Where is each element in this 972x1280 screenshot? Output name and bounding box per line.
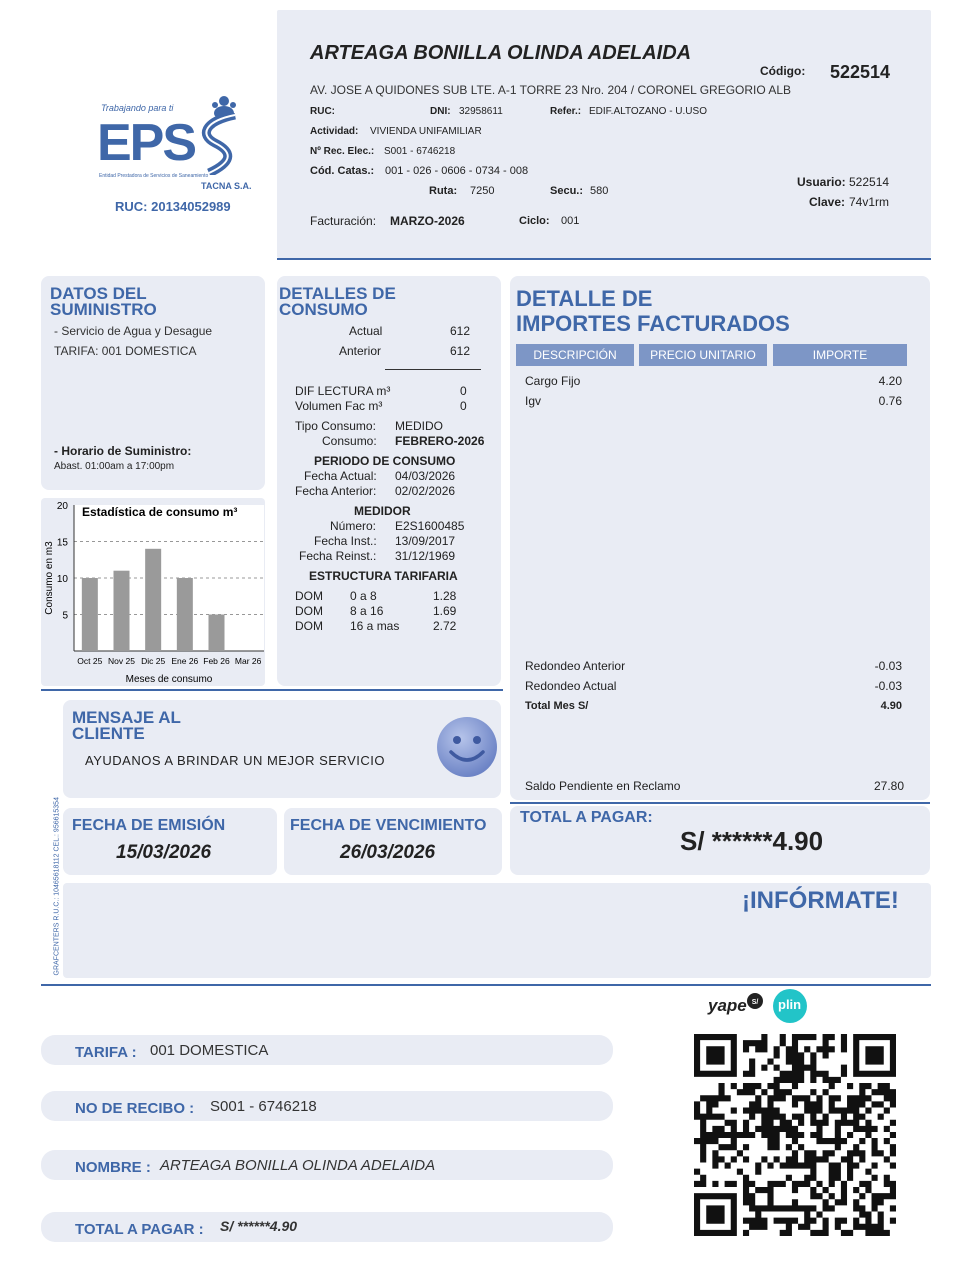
mid-divider: [41, 689, 503, 691]
dif-lectura-label: DIF LECTURA m³: [295, 384, 391, 398]
logo-letters: EPS: [97, 114, 196, 172]
tarifa-cat: DOM: [295, 619, 323, 633]
stub-nombre-label: NOMBRE :: [75, 1159, 151, 1176]
chart-title: Estadística de consumo m³: [82, 505, 238, 519]
stub-nombre-value: ARTEAGA BONILLA OLINDA ADELAIDA: [160, 1157, 436, 1174]
stub-total-label: TOTAL A PAGAR :: [75, 1221, 204, 1238]
stub-total-row: [41, 1212, 613, 1242]
code-value: 522514: [830, 62, 891, 82]
printer-side-text: GRAFCENTERS R.U.C.: 10465618112 CEL.: 956615354: [53, 797, 61, 976]
volumen-label: Volumen Fac m³: [295, 399, 383, 413]
col-importe: IMPORTE: [773, 344, 907, 366]
informate-title: ¡INFÓRMATE!: [742, 887, 899, 914]
tarifa-range: 0 a 8: [350, 589, 377, 603]
total-value: S/ ******4.90: [680, 826, 824, 856]
importe-row-amount: 4.20: [878, 374, 902, 388]
consumo-title-2: CONSUMO: [279, 300, 368, 319]
rec-elec-value: S001 - 6746218: [384, 146, 456, 157]
total-mes-label: Total Mes S/: [525, 700, 589, 712]
importe-row-amount: 0.76: [878, 394, 902, 408]
refer-label: Refer.:: [550, 106, 582, 117]
emision-label: FECHA DE EMISIÓN: [72, 817, 226, 834]
redondeo-actual-value: -0.03: [874, 679, 902, 693]
tarifa-cat: DOM: [295, 604, 323, 618]
reading-divider: [385, 369, 481, 370]
tarifa-price: 1.69: [433, 604, 457, 618]
redondeo-anterior-label: Redondeo Anterior: [525, 659, 626, 673]
suministro-tarifa: TARIFA: 001 DOMESTICA: [54, 344, 197, 358]
customer-name: ARTEAGA BONILLA OLINDA ADELAIDA: [310, 42, 692, 64]
consumo-title-1: DETALLES DE: [279, 284, 396, 303]
stub-tarifa-label: TARIFA :: [75, 1044, 137, 1061]
chart-bar: [209, 615, 225, 652]
chart-x-tick: Feb 26: [203, 656, 230, 666]
smiley-icon: [436, 716, 498, 778]
total-label: TOTAL A PAGAR:: [520, 809, 653, 826]
plin-logo: plin: [778, 997, 802, 1012]
chart-y-tick: 15: [56, 537, 68, 549]
chart-x-tick: Ene 26: [171, 656, 199, 666]
catas-value: 001 - 026 - 0606 - 0734 - 008: [385, 165, 529, 177]
estructura-title: ESTRUCTURA TARIFARIA: [309, 569, 458, 583]
tarifa-range: 8 a 16: [350, 604, 384, 618]
suministro-title-2: SUMINISTRO: [50, 300, 157, 319]
yape-logo: yape: [708, 996, 747, 1015]
total-divider: [510, 802, 930, 804]
importes-title-1: DETALLE DE: [516, 286, 653, 311]
importe-row-desc: Cargo Fijo: [525, 374, 581, 388]
mensaje-title-2: CLIENTE: [72, 724, 145, 743]
dif-lectura-value: 0: [460, 384, 467, 398]
saldo-reclamo-label: Saldo Pendiente en Reclamo: [525, 779, 681, 793]
stub-recibo-label: NO DE RECIBO :: [75, 1100, 195, 1117]
consumo-label: Consumo:: [322, 434, 377, 448]
suministro-service: - Servicio de Agua y Desague: [54, 324, 213, 338]
fecha-anterior-value: 02/02/2026: [395, 484, 456, 498]
importe-row-desc: Igv: [525, 394, 542, 408]
usuario-label: Usuario:: [797, 175, 846, 189]
vencimiento-label: FECHA DE VENCIMIENTO: [290, 817, 487, 834]
logo: [95, 95, 255, 220]
stub-nombre-row: [41, 1150, 613, 1180]
periodo-title: PERIODO DE CONSUMO: [314, 454, 456, 468]
emision-value: 15/03/2026: [116, 842, 212, 863]
stub-recibo-row: [41, 1091, 613, 1121]
dni-value: 32958611: [459, 106, 503, 117]
medidor-title: MEDIDOR: [354, 504, 411, 518]
stub-tarifa-value: 001 DOMESTICA: [150, 1042, 269, 1059]
clave-label: Clave:: [809, 195, 846, 209]
clave-value: 74v1rm: [849, 195, 890, 209]
actividad-label: Actividad:: [310, 126, 359, 137]
consumption-chart: [41, 498, 267, 688]
stub-tarifa-row: [41, 1035, 613, 1065]
total-mes-value: 4.90: [880, 700, 902, 712]
dni-label: DNI:: [430, 106, 451, 117]
volumen-value: 0: [460, 399, 467, 413]
medidor-numero-label: Número:: [330, 519, 377, 533]
tipo-consumo-value: MEDIDO: [395, 419, 443, 433]
ruta-value: 7250: [470, 185, 495, 197]
logo-city: TACNA S.A.: [201, 181, 252, 191]
vencimiento-value: 26/03/2026: [340, 842, 436, 863]
svg-text:S/: S/: [751, 999, 759, 1006]
fecha-actual-value: 04/03/2026: [395, 469, 456, 483]
logo-tagline: Trabajando para ti: [101, 103, 174, 113]
chart-y-tick: 10: [56, 574, 68, 585]
bottom-divider: [41, 984, 931, 986]
chart-y-tick: 20: [56, 501, 68, 512]
chart-bar: [114, 571, 130, 651]
chart-plot-area: [74, 505, 264, 651]
yape-badge-icon: [746, 992, 764, 1010]
tarifa-row: [295, 604, 465, 618]
chart-x-label: Meses de consumo: [125, 674, 213, 685]
actual-value: 612: [450, 324, 471, 338]
secu-value: 580: [590, 185, 609, 197]
tarifa-row: [295, 589, 465, 603]
chart-x-tick: Dic 25: [141, 656, 166, 666]
fecha-reinst-value: 31/12/1969: [395, 549, 456, 563]
logo-entity: Entidad Prestadora de Servicios de Saneamiento: [99, 173, 209, 179]
ciclo-label: Ciclo:: [519, 215, 550, 227]
facturacion-label: Facturación:: [310, 214, 377, 228]
stub-recibo-value: S001 - 6746218: [210, 1098, 317, 1115]
rec-elec-label: Nº Rec. Elec.:: [310, 146, 375, 157]
suministro-title-1: DATOS DEL: [50, 284, 147, 303]
col-precio-unitario: PRECIO UNITARIO: [639, 344, 767, 366]
refer-value: EDIF.ALTOZANO - U.USO: [589, 106, 707, 117]
chart-y-label: Consumo en m3: [44, 541, 55, 615]
actividad-value: VIVIENDA UNIFAMILIAR: [370, 126, 482, 137]
fecha-actual-label: Fecha Actual:: [304, 469, 377, 483]
chart-x-tick: Mar 26: [234, 656, 262, 666]
tarifa-price: 1.28: [433, 589, 457, 603]
ciclo-value: 001: [561, 215, 580, 227]
actual-label: Actual: [349, 324, 383, 338]
logo-swoosh: [195, 113, 253, 175]
facturacion-value: MARZO-2026: [390, 214, 465, 228]
chart-y-tick: 5: [62, 610, 68, 622]
anterior-value: 612: [450, 344, 471, 358]
importes-title-2: IMPORTES FACTURADOS: [516, 311, 790, 336]
chart-bar: [145, 549, 161, 651]
medidor-numero-value: E2S1600485: [395, 519, 465, 533]
address: AV. JOSE A QUIDONES SUB LTE. A-1 TORRE 23 Nro. 204 / CORONEL GREGORIO ALB: [310, 83, 792, 97]
chart-bar: [177, 578, 193, 651]
header-underline: [277, 258, 931, 260]
saldo-reclamo-value: 27.80: [873, 779, 904, 793]
tipo-consumo-label: Tipo Consumo:: [295, 419, 376, 433]
redondeo-actual-label: Redondeo Actual: [525, 679, 617, 693]
chart-bar: [82, 578, 98, 651]
redondeo-anterior-value: -0.03: [874, 659, 902, 673]
ruta-label: Ruta:: [429, 185, 458, 197]
code-label: Código:: [760, 64, 806, 78]
tarifa-price: 2.72: [433, 619, 457, 633]
mensaje-text: AYUDANOS A BRINDAR UN MEJOR SERVICIO: [85, 753, 385, 768]
payment-qr-code[interactable]: [694, 1034, 896, 1236]
col-descripcion: DESCRIPCIÓN: [516, 344, 634, 366]
fecha-anterior-label: Fecha Anterior:: [295, 484, 377, 498]
catas-label: Cód. Catas.:: [310, 165, 375, 177]
anterior-label: Anterior: [339, 344, 382, 358]
horario-label: - Horario de Suministro:: [54, 444, 192, 458]
usuario-value: 522514: [849, 175, 890, 189]
logo-ruc: RUC: 20134052989: [115, 199, 231, 214]
consumo-value: FEBRERO-2026: [395, 434, 485, 448]
tarifa-row: [295, 619, 465, 633]
fecha-inst-label: Fecha Inst.:: [314, 534, 377, 548]
fecha-inst-value: 13/09/2017: [395, 534, 456, 548]
horario-value: Abast. 01:00am a 17:00pm: [54, 461, 175, 472]
stub-total-value: S/ ******4.90: [220, 1218, 298, 1234]
ruc-label: RUC:: [310, 106, 335, 117]
tarifa-cat: DOM: [295, 589, 323, 603]
fecha-reinst-label: Fecha Reinst.:: [299, 549, 377, 563]
tarifa-range: 16 a mas: [350, 619, 400, 633]
secu-label: Secu.:: [550, 185, 584, 197]
chart-x-tick: Nov 25: [108, 656, 135, 666]
mensaje-title-1: MENSAJE AL: [72, 708, 181, 727]
chart-x-tick: Oct 25: [77, 656, 103, 666]
